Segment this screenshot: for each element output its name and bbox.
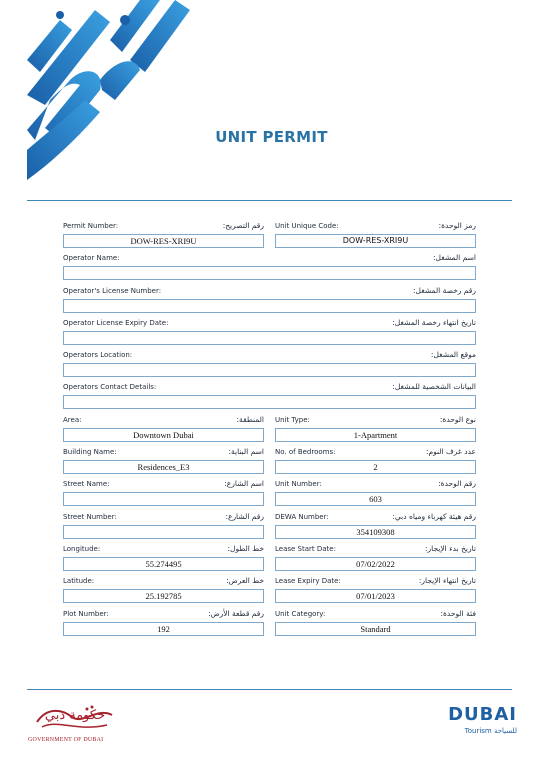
field-value[interactable]: 25.192785 xyxy=(63,589,264,603)
form-row xyxy=(63,445,476,477)
field-value[interactable] xyxy=(63,299,476,313)
field-label xyxy=(63,445,264,459)
dubai-tourism-logo xyxy=(447,705,517,735)
field-label xyxy=(275,477,476,491)
label-arabic: المنطقة: xyxy=(236,414,264,424)
label-english: No. of Bedrooms: xyxy=(275,448,336,457)
field-value[interactable]: 2 xyxy=(275,460,476,474)
field-label xyxy=(63,574,264,588)
field-label xyxy=(63,219,264,233)
field-value[interactable]: 07/02/2022 xyxy=(275,557,476,571)
government-of-dubai-label: GOVERNMENT OF DUBAI xyxy=(28,737,104,743)
form-row xyxy=(63,607,476,639)
field-value[interactable] xyxy=(63,492,264,506)
field-label xyxy=(275,413,476,427)
gov-logo-arabic: حكومة دبي xyxy=(44,708,106,723)
field-label xyxy=(63,380,476,394)
field-label xyxy=(275,542,476,556)
field-value[interactable]: Residences_E3 xyxy=(63,460,264,474)
form-row xyxy=(63,284,476,316)
label-arabic: خط العرض: xyxy=(226,576,264,586)
field-value[interactable] xyxy=(63,525,264,539)
label-english: Longitude: xyxy=(63,544,101,553)
field-value[interactable]: 07/01/2023 xyxy=(275,589,476,603)
field-label xyxy=(275,607,476,621)
form-row xyxy=(63,542,476,574)
label-arabic: اسم البناية: xyxy=(228,447,264,457)
label-english: Operator License Expiry Date: xyxy=(63,318,169,327)
field-label xyxy=(63,607,264,621)
field-value[interactable] xyxy=(63,395,476,409)
page-title: UNIT PERMIT xyxy=(215,128,328,146)
label-english: Operator's License Number: xyxy=(63,286,162,295)
field-label xyxy=(63,284,476,298)
field-label xyxy=(63,542,264,556)
header-divider xyxy=(27,200,512,201)
field-value[interactable]: Downtown Dubai xyxy=(63,428,264,442)
label-english: Unit Number: xyxy=(275,480,322,489)
field-value[interactable]: DOW-RES-XRI9U xyxy=(275,234,476,248)
field-label xyxy=(275,510,476,524)
field-value[interactable]: Standard xyxy=(275,622,476,636)
form-row xyxy=(63,251,476,283)
form-row xyxy=(63,316,476,348)
field-label xyxy=(275,219,476,233)
label-english: Lease Expiry Date: xyxy=(275,577,341,586)
field-label xyxy=(63,251,476,265)
label-english: Unit Unique Code: xyxy=(275,222,339,230)
field-value[interactable]: 603 xyxy=(275,492,476,506)
label-english: Unit Category: xyxy=(275,609,326,618)
form-row xyxy=(63,348,476,380)
label-arabic: رقم التصريح: xyxy=(222,221,264,230)
label-english: Area: xyxy=(63,415,82,424)
form-row xyxy=(63,510,476,542)
field-label xyxy=(63,348,476,362)
permit-form xyxy=(63,219,476,639)
label-arabic: البيانات الشخصية للمشغل: xyxy=(392,382,476,392)
field-value[interactable]: 1-Apartment xyxy=(275,428,476,442)
label-english: Permit Number: xyxy=(63,222,119,230)
label-english: Lease Start Date: xyxy=(275,544,336,553)
field-value[interactable]: 55.274495 xyxy=(63,557,264,571)
dubai-wordmark: DUBAI xyxy=(448,704,517,725)
label-arabic: رقم قطعة الأرض: xyxy=(208,608,264,618)
field-value[interactable]: DOW-RES-XRI9U xyxy=(63,234,264,248)
label-english: Operator Name: xyxy=(63,254,120,263)
form-row xyxy=(63,380,476,412)
label-arabic: موقع المشغل: xyxy=(430,350,476,360)
field-label xyxy=(275,574,476,588)
label-arabic: رقم هيئة كهرباء ومياه دبي: xyxy=(392,511,476,521)
field-label xyxy=(63,477,264,491)
label-arabic: تاريخ انتهاء الإيجار: xyxy=(418,576,476,586)
footer-divider xyxy=(27,689,512,690)
dubai-calligraphy-logo xyxy=(0,0,200,190)
label-english: Street Number: xyxy=(63,512,117,521)
form-row xyxy=(63,413,476,445)
label-english: Latitude: xyxy=(63,577,95,586)
label-english: Unit Type: xyxy=(275,415,310,424)
label-arabic: رقم الشارع: xyxy=(225,511,264,521)
label-arabic: اسم المشغل: xyxy=(433,253,476,263)
field-value[interactable] xyxy=(63,266,476,280)
label-arabic: خط الطول: xyxy=(227,543,264,553)
label-arabic: فئة الوحدة: xyxy=(440,608,476,618)
label-english: Operators Contact Details: xyxy=(63,383,157,392)
label-arabic: رمز الوحدة: xyxy=(438,221,476,230)
field-value[interactable] xyxy=(63,363,476,377)
label-english: DEWA Number: xyxy=(275,512,329,521)
label-english: Operators Location: xyxy=(63,351,133,360)
label-english: Building Name: xyxy=(63,448,117,457)
label-arabic: رقم الوحدة: xyxy=(438,479,476,489)
label-arabic: تاريخ بدء الإيجار: xyxy=(425,543,476,553)
field-value[interactable]: 354109308 xyxy=(275,525,476,539)
label-arabic: رقم رخصة المشغل: xyxy=(413,285,476,295)
field-label xyxy=(63,413,264,427)
label-arabic: اسم الشارع: xyxy=(224,479,264,489)
field-value[interactable] xyxy=(63,331,476,345)
form-row xyxy=(63,574,476,606)
label-english: Plot Number: xyxy=(63,609,109,618)
form-row xyxy=(63,477,476,509)
field-label xyxy=(275,445,476,459)
field-value[interactable]: 192 xyxy=(63,622,264,636)
label-arabic: نوع الوحدة: xyxy=(439,414,476,424)
field-label xyxy=(63,316,476,330)
label-arabic: عدد غرف النوم: xyxy=(425,447,476,457)
field-label xyxy=(63,510,264,524)
label-arabic: تاريخ انتهاء رخصة المشغل: xyxy=(392,317,476,327)
label-english: Street Name: xyxy=(63,480,110,489)
form-row xyxy=(63,219,476,251)
tourism-label: Tourism للسياحة xyxy=(464,727,517,735)
